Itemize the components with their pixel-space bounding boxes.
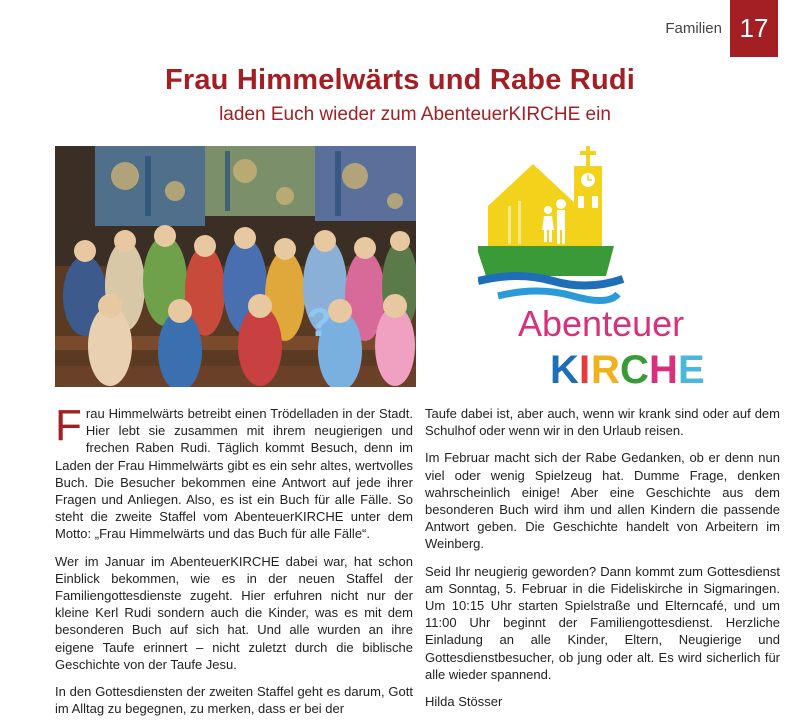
logo-letter-c: C xyxy=(620,348,649,392)
paragraph: Frau Himmelwärts betreibt einen Trödelladen in der Stadt. Hier lebt sie zusammen mit ihrem neugierigen und frechen Raben Rudi. Täglich kommt Besuch, denn im Laden der Frau Himmelwärts gibt es ein sehr altes, wertvolles Buch. Die Besucher bekommen eine Antwort auf jede ihrer Fragen und Anliegen. Also, es ist ein Buch für alle Fälle. So steht die zweite Staffel vom AbenteuerKIRCHE unter dem Motto: „Frau Himmelwärts und das Buch für alle Fälle“. xyxy=(55,401,413,542)
article-column-left xyxy=(55,401,413,727)
article-title: Frau Himmelwärts und Rabe Rudi xyxy=(164,64,636,96)
logo-letter-e: E xyxy=(678,348,705,392)
logo-letter-h: H xyxy=(649,348,678,392)
paragraph: Seid Ihr neugierig geworden? Dann kommt zum Gottesdienst am Sonntag, 5. Februar in die Fideliskirche in Sigmaringen. Um 10:15 Uhr starten Spielstraße und Elterncafé, und um 11:00 Uhr beginnt der Familiengottesdienst. Herzliche Einladung an alle Kinder, Eltern, Neugierige und Gottesdienstbesucher, ob jung oder alt. Es wird sicherlich für alle wieder spannend. xyxy=(425,563,780,682)
svg-text:?: ? xyxy=(307,301,332,345)
logo-letter-i: I xyxy=(579,348,591,392)
article-column-right xyxy=(425,405,780,720)
paragraph: Im Februar macht sich der Rabe Gedanken, ob er denn nun viel oder wenig Spielzeug hat. Dumme Frage, denken wahrscheinlich einige! Aber eine Geschichte aus dem besonderen Buch wird ihm und allen Kindern die passende Antwort geben. Die Geschichte handelt von Arbeitern im Weinberg. xyxy=(425,450,780,552)
section-label: Familien xyxy=(665,20,722,37)
paragraph: Taufe dabei ist, aber auch, wenn wir krank sind oder auf dem Schulhof oder wenn wir in den Urlaub reisen. xyxy=(425,406,780,439)
page-number: 17 xyxy=(730,0,778,57)
paragraph: In den Gottesdiensten der zweiten Staffel geht es darum, Gott im Alltag zu begegnen, zu merken, dass er bei der xyxy=(55,684,413,717)
church-children-photo xyxy=(55,146,416,387)
drop-cap: F xyxy=(55,401,82,450)
logo-letter-r: R xyxy=(591,348,620,392)
logo-word-abenteuer: Abenteuer xyxy=(518,303,685,344)
paragraph: Wer im Januar im AbenteuerKIRCHE dabei war, hat schon Einblick bekommen, wie es in der neuen Staffel der Familiengottesdienste zugeht. Hier erfuhren nicht nur der kleine Kerl Rudi sondern auch die Kinder, was es mit dem besonderen Buch auf sich hat. Und alle wurden an ihre eigene Taufe erinnert – nicht zuletzt durch die biblische Geschichte von der Taufe Jesu. xyxy=(55,553,413,672)
logo-letter-k: K xyxy=(550,348,579,392)
author-signature: Hilda Stösser xyxy=(425,694,503,710)
article-subtitle: laden Euch wieder zum AbenteuerKIRCHE ein xyxy=(219,104,611,125)
abenteuerkirche-logo xyxy=(478,146,726,396)
